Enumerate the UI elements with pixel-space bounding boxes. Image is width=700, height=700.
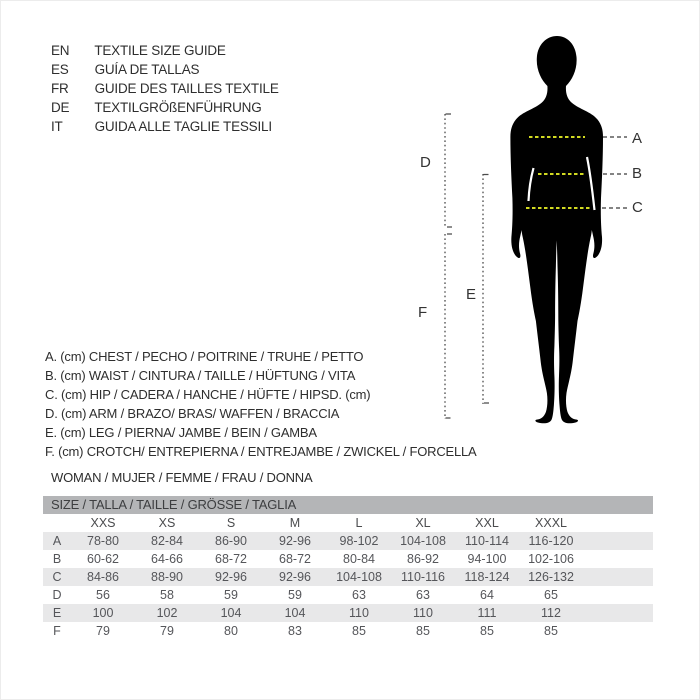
cell: 88-90: [151, 570, 183, 584]
woman-silhouette: [510, 36, 603, 423]
cell: 64: [480, 588, 494, 602]
cell: 92-96: [215, 570, 247, 584]
cell: 85: [480, 624, 494, 638]
cell: 110: [413, 606, 433, 620]
table-row: [43, 532, 653, 550]
cell: 111: [477, 606, 497, 620]
col-header: XXS: [90, 516, 116, 530]
col-header: XXL: [475, 516, 499, 530]
cell: 100: [92, 606, 114, 620]
cell: 86-92: [407, 552, 439, 566]
cell: 59: [224, 588, 238, 602]
legend-item-hip: C. (cm) HIP / CADERA / HANCHE / HÜFTE / HIPSD. (cm): [45, 387, 371, 402]
cell: 65: [544, 588, 558, 602]
cell: 92-96: [279, 534, 311, 548]
cell: 85: [544, 624, 558, 638]
cell: 86-90: [215, 534, 247, 548]
cell: 110-114: [464, 534, 510, 548]
col-header: XXXL: [535, 516, 567, 530]
cell: 85: [416, 624, 430, 638]
cell: 79: [96, 624, 110, 638]
cell: 102-106: [528, 552, 574, 566]
language-code: DE: [51, 100, 70, 115]
marker-arm: D: [420, 154, 431, 171]
marker-waist: B: [632, 165, 643, 182]
legend-item-leg: E. (cm) LEG / PIERNA/ JAMBE / BEIN / GAMBA: [45, 425, 317, 440]
cell: 104: [220, 606, 242, 620]
language-row: [51, 60, 279, 79]
cell: 112: [541, 606, 561, 620]
cell: 102: [156, 606, 178, 620]
gender-heading: WOMAN / MUJER / FEMME / FRAU / DONNA: [51, 470, 313, 485]
table-row: [43, 586, 653, 604]
language-title: TEXTILE SIZE GUIDE: [94, 43, 226, 58]
cell: 98-102: [339, 534, 379, 548]
col-header: S: [226, 516, 236, 530]
cell: 110: [349, 606, 369, 620]
cell: 82-84: [151, 534, 183, 548]
cell: 58: [160, 588, 174, 602]
cell: 84-86: [87, 570, 119, 584]
language-title: GUIDE DES TAILLES TEXTILE: [94, 81, 279, 96]
legend-item-chest: A. (cm) CHEST / PECHO / POITRINE / TRUHE / PETTO: [45, 349, 364, 364]
row-label: D: [52, 588, 62, 602]
language-title: TEXTILGRÖßENFÜHRUNG: [94, 100, 262, 115]
cell: 92-96: [279, 570, 311, 584]
cell: 79: [160, 624, 174, 638]
language-row: [51, 98, 279, 117]
cell: 80-84: [343, 552, 375, 566]
language-code: IT: [51, 119, 63, 134]
legend-item-waist: B. (cm) WAIST / CINTURA / TAILLE / HÜFTUNG / VITA: [45, 368, 356, 383]
table-row: [43, 604, 653, 622]
cell: 59: [288, 588, 302, 602]
cell: 68-72: [279, 552, 311, 566]
size-table-grid: [43, 514, 653, 640]
language-row: [51, 117, 279, 136]
col-header: XL: [415, 516, 431, 530]
language-code: ES: [51, 62, 69, 77]
language-row: [51, 79, 279, 98]
cell: 126-132: [528, 570, 574, 584]
size-table-header-band: SIZE / TALLA / TAILLE / GRÖSSE / TAGLIA: [43, 496, 653, 514]
marker-hip: C: [632, 199, 643, 216]
marker-chest: A: [632, 130, 643, 147]
size-table: [43, 496, 653, 640]
cell: 63: [352, 588, 366, 602]
language-code: EN: [51, 43, 70, 58]
measurement-legend: [45, 347, 477, 461]
size-header-row: [43, 514, 653, 532]
marker-crotch: F: [418, 304, 428, 321]
language-code: FR: [51, 81, 69, 96]
language-row: [51, 41, 279, 60]
cell: 85: [352, 624, 366, 638]
row-label: A: [52, 534, 62, 548]
table-row: [43, 550, 653, 568]
table-row: [43, 568, 653, 586]
row-label: E: [52, 606, 62, 620]
language-title: GUÍA DE TALLAS: [94, 62, 200, 77]
row-label: C: [52, 570, 62, 584]
cell: 78-80: [87, 534, 119, 548]
cell: 110-116: [400, 570, 446, 584]
cell: 83: [288, 624, 302, 638]
cell: 94-100: [467, 552, 507, 566]
row-label: F: [53, 624, 61, 638]
col-header: L: [355, 516, 363, 530]
col-header: XS: [158, 516, 176, 530]
cell: 56: [96, 588, 110, 602]
cell: 64-66: [151, 552, 183, 566]
table-row: [43, 622, 653, 640]
cell: 116-120: [528, 534, 574, 548]
marker-leg: E: [466, 286, 477, 303]
legend-item-arm: D. (cm) ARM / BRAZO/ BRAS/ WAFFEN / BRACCIA: [45, 406, 340, 421]
cell: 63: [416, 588, 430, 602]
row-label: B: [52, 552, 62, 566]
cell: 80: [224, 624, 238, 638]
language-title-list: [51, 41, 279, 136]
cell: 68-72: [215, 552, 247, 566]
language-title: GUIDA ALLE TAGLIE TESSILI: [94, 119, 272, 134]
col-header: M: [289, 516, 301, 530]
cell: 104-108: [336, 570, 382, 584]
cell: 118-124: [464, 570, 510, 584]
cell: 60-62: [87, 552, 119, 566]
legend-item-crotch: F. (cm) CROTCH/ ENTREPIERNA / ENTREJAMBE / ZWICKEL / FORCELLA: [45, 444, 477, 459]
cell: 104: [284, 606, 306, 620]
cell: 104-108: [400, 534, 446, 548]
